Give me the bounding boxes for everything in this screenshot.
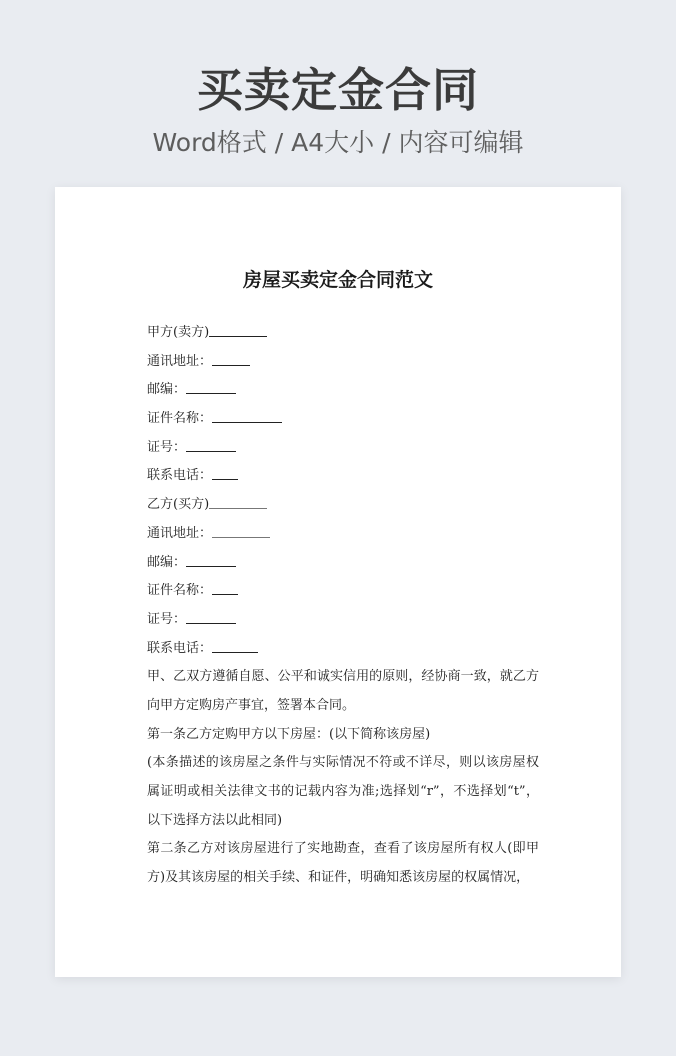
- field-label: 邮编：: [147, 382, 187, 398]
- blank-line: [186, 552, 236, 567]
- paragraph-article-1-note: (本条描述的该房屋之条件与实际情况不符或不详尽，则以该房屋权属证明或相关法律文书的记载内容为准;选择划“r”，不选择划“t”，以下选择方法以此相同): [147, 755, 539, 828]
- field-buyer: [147, 491, 539, 520]
- blank-line: [212, 351, 250, 366]
- field-seller-id-number: [147, 434, 539, 463]
- paragraph-article-2: 第二条乙方对该房屋进行了实地勘查，查看了该房屋所有权人(即甲方)及其该房屋的相关手续、和证件，明确知悉该房屋的权属情况，: [147, 841, 539, 886]
- field-seller-phone: [147, 462, 539, 491]
- field-label: 联系电话：: [147, 468, 213, 484]
- field-label: 证件名称：: [147, 411, 213, 427]
- field-buyer-id-number: [147, 606, 539, 635]
- field-label: 证号：: [147, 439, 187, 455]
- field-seller-address: [147, 348, 539, 377]
- field-buyer-postcode: [147, 549, 539, 578]
- field-label: 乙方(买方): [147, 497, 210, 513]
- banner-subtitle: Word格式 / A4大小 / 内容可编辑: [152, 128, 524, 157]
- document-body: [147, 319, 539, 893]
- blank-line: [212, 638, 258, 653]
- blank-line: [186, 437, 236, 452]
- field-buyer-id-type: [147, 577, 539, 606]
- field-label: 甲方(卖方): [147, 325, 210, 340]
- blank-line: [212, 408, 282, 423]
- banner: [0, 60, 676, 160]
- blank-line: [209, 494, 267, 509]
- blank-line: [212, 580, 238, 595]
- field-buyer-phone: [147, 635, 539, 664]
- paragraph-article-1: 第一条乙方定购甲方以下房屋：(以下简称该房屋): [147, 726, 431, 742]
- blank-line: [186, 609, 236, 624]
- blank-line: [186, 379, 236, 394]
- field-label: 联系电话：: [147, 640, 213, 656]
- blank-line: [212, 465, 238, 480]
- blank-line: [209, 322, 267, 337]
- field-label: 邮编：: [147, 554, 187, 570]
- field-label: 通讯地址：: [147, 353, 213, 369]
- field-label: 证件名称：: [147, 583, 213, 599]
- field-label: 证号：: [147, 611, 187, 627]
- field-buyer-address: [147, 520, 539, 549]
- blank-line: [212, 523, 270, 538]
- document-title: 房屋买卖定金合同范文: [242, 269, 433, 291]
- banner-title: 买卖定金合同: [197, 63, 479, 117]
- document-page: [55, 187, 621, 977]
- paragraph-preamble: 甲、乙双方遵循自愿、公平和诚实信用的原则，经协商一致，就乙方向甲方定购房产事宜，签署本合同。: [147, 669, 539, 713]
- field-seller-id-type: [147, 405, 539, 434]
- field-seller: [147, 319, 539, 348]
- field-label: 通讯地址：: [147, 525, 213, 541]
- field-seller-postcode: [147, 376, 539, 405]
